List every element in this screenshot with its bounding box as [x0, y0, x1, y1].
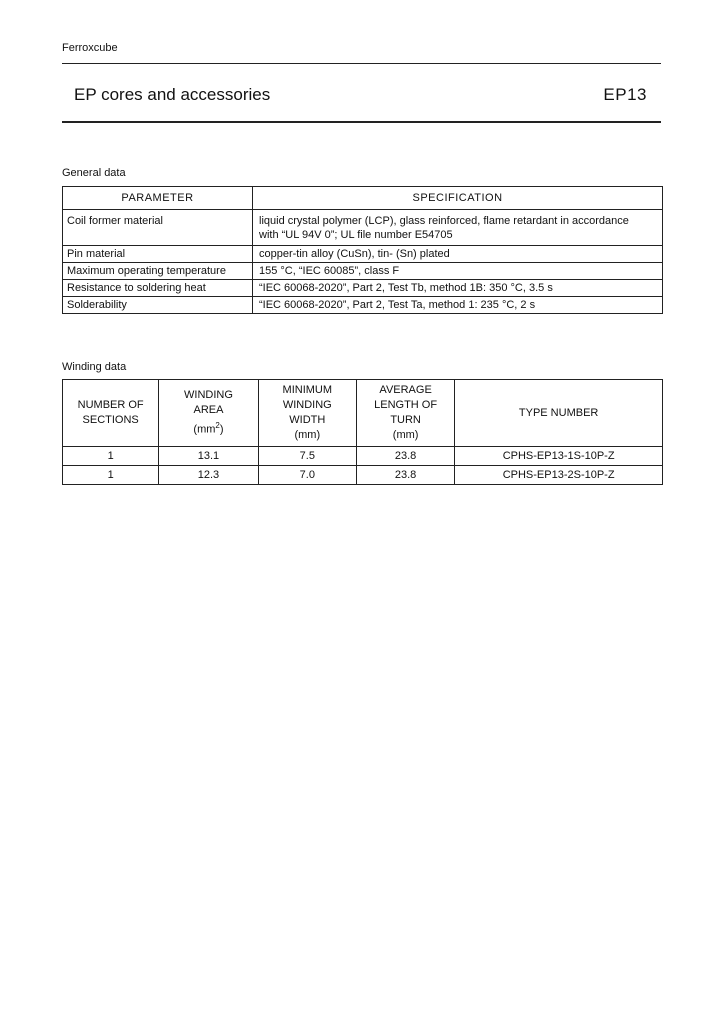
table-row — [63, 297, 663, 314]
parameter-cell: Coil former material — [63, 210, 253, 246]
winding-data-heading: Winding data — [62, 361, 127, 373]
header-line: WINDING — [282, 399, 332, 411]
header-line: MINIMUM — [282, 384, 333, 396]
table-row — [63, 466, 663, 485]
specification-cell: copper-tin alloy (CuSn), tin- (Sn) plated — [253, 246, 663, 263]
minimum-width-header — [258, 380, 356, 447]
header-line — [159, 418, 257, 438]
min-width-cell: 7.5 — [258, 447, 356, 466]
header-line: NUMBER OF — [77, 399, 144, 411]
specification-cell: “IEC 60068-2020”, Part 2, Test Tb, method 1B: 350 °C, 3.5 s — [253, 280, 663, 297]
company-name: Ferroxcube — [62, 42, 118, 54]
header-line: (mm) — [294, 429, 321, 441]
general-data-heading: General data — [62, 167, 126, 179]
parameter-cell: Solderability — [63, 297, 253, 314]
title-rule — [62, 121, 661, 123]
table-row — [63, 210, 663, 246]
header-line: AREA — [193, 404, 224, 417]
specification-cell: 155 °C, “IEC 60085”, class F — [253, 263, 663, 280]
parameter-cell: Pin material — [63, 246, 253, 263]
header-line: LENGTH OF — [374, 399, 438, 411]
spec-line: liquid crystal polymer (LCP), glass reinforced, flame retardant in accordance — [259, 215, 629, 227]
table-header-row — [63, 187, 663, 210]
min-width-cell: 7.0 — [258, 466, 356, 485]
sections-cell: 1 — [63, 447, 159, 466]
header-rule — [62, 63, 661, 64]
type-number-cell: CPHS-EP13-2S-10P-Z — [455, 466, 663, 485]
header-line: WINDING — [184, 389, 233, 402]
table-row — [63, 280, 663, 297]
header-line: AVERAGE — [379, 384, 432, 396]
table-row — [63, 447, 663, 466]
unit-text: ) — [219, 423, 224, 436]
table-row — [63, 246, 663, 263]
avg-length-cell: 23.8 — [356, 447, 454, 466]
parameter-header: PARAMETER — [63, 187, 253, 210]
spec-line: with “UL 94V 0”; UL file number E54705 — [259, 229, 453, 241]
parameter-cell: Resistance to soldering heat — [63, 280, 253, 297]
general-data-table — [62, 186, 663, 314]
winding-data-table — [62, 379, 663, 485]
type-number-header: TYPE NUMBER — [455, 380, 663, 447]
header-line: TURN — [390, 414, 421, 426]
unit-superscript: 2 — [215, 421, 220, 431]
average-length-header — [356, 380, 454, 447]
winding-area-header — [159, 380, 258, 447]
sections-header — [63, 380, 159, 447]
document-title: EP cores and accessories — [74, 85, 271, 104]
table-row — [63, 263, 663, 280]
area-cell: 12.3 — [159, 466, 258, 485]
header-line: SECTIONS — [82, 414, 139, 426]
sections-cell: 1 — [63, 466, 159, 485]
type-number-cell: CPHS-EP13-1S-10P-Z — [455, 447, 663, 466]
header-line: (mm) — [392, 429, 419, 441]
table-header-row — [63, 380, 663, 447]
specification-cell — [253, 210, 663, 246]
parameter-cell: Maximum operating temperature — [63, 263, 253, 280]
specification-header: SPECIFICATION — [253, 187, 663, 210]
document-code: EP13 — [603, 85, 647, 104]
header-line: WIDTH — [289, 414, 326, 426]
avg-length-cell: 23.8 — [356, 466, 454, 485]
area-cell: 13.1 — [159, 447, 258, 466]
specification-cell: “IEC 60068-2020”, Part 2, Test Ta, method 1: 235 °C, 2 s — [253, 297, 663, 314]
unit-text: (mm — [193, 423, 216, 436]
